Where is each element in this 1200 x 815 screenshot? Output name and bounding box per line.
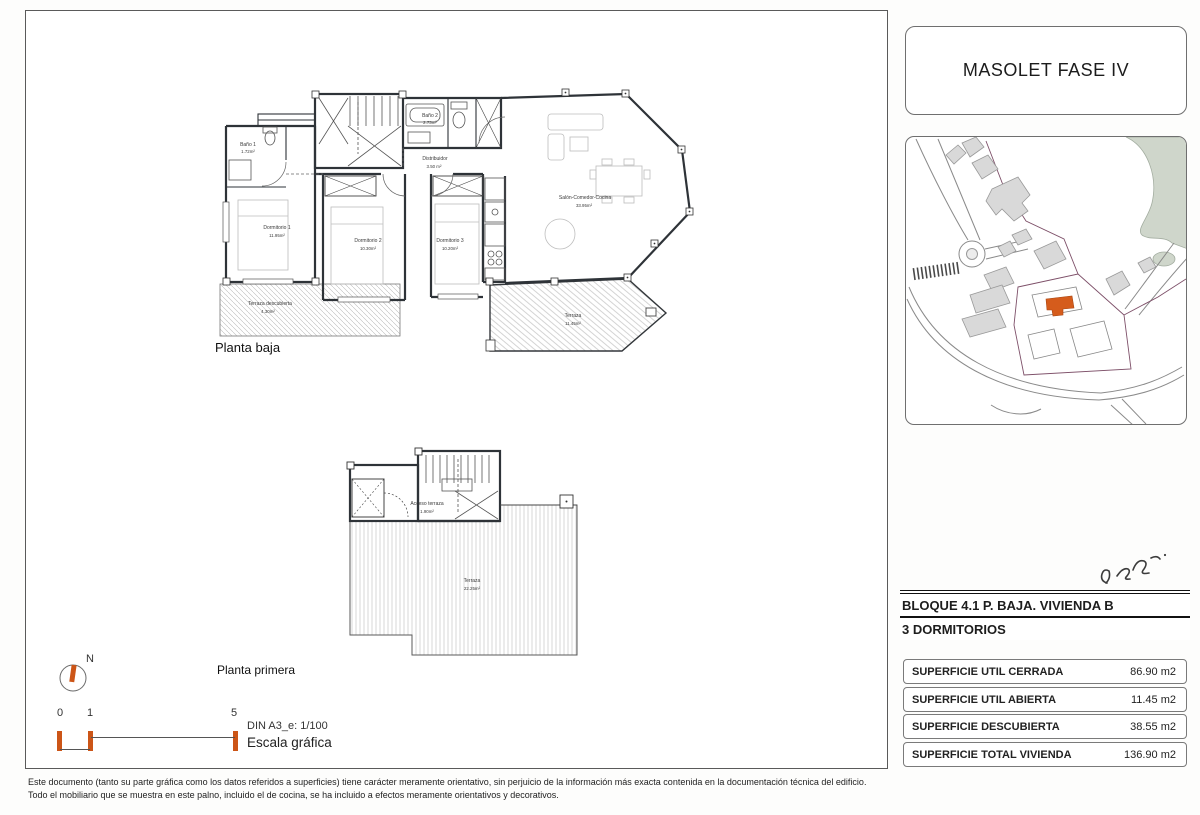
scale-tick-mark [88, 731, 93, 751]
room-area-dorm1: 11.95m² [269, 233, 285, 238]
north-label: N [86, 653, 94, 665]
surface-row-util-abierta [903, 687, 1187, 712]
room-area-acceso: 1.90m² [420, 509, 434, 514]
signature-mark [1093, 545, 1178, 590]
room-area-terraza-primera: 22.25m² [463, 586, 481, 591]
room-label-dorm2: Dormitorio 2 [354, 238, 382, 244]
site-map [906, 137, 1187, 425]
escala-grafica-label: Escala gráfica [247, 735, 332, 750]
crosswalk [913, 262, 958, 280]
room-label-terraza-baja: Terraza [564, 313, 582, 319]
room-area-salon: 33.95m² [575, 203, 593, 208]
room-label-salon: Salón-Comedor-Cocina [558, 195, 612, 201]
unit-title: BLOQUE 4.1 P. BAJA. VIVIENDA B [900, 590, 1190, 618]
surface-row-descubierta [903, 714, 1187, 739]
surface-label: SUPERFICIE UTIL CERRADA [912, 665, 1064, 678]
surface-value: 11.45 m2 [1130, 693, 1176, 706]
planta-primera-label: Planta primera [217, 663, 296, 677]
room-label-terraza-primera: Terraza [463, 578, 481, 584]
surface-value: 38.55 m2 [1130, 720, 1176, 733]
surface-value: 86.90 m2 [1130, 665, 1176, 678]
scale-tick-1: 1 [87, 707, 94, 719]
surface-label: SUPERFICIE TOTAL VIVIENDA [912, 748, 1072, 761]
project-title: MASOLET FASE IV [962, 60, 1130, 80]
scale-tick-mark [233, 731, 238, 751]
surface-row-util-cerrada [903, 659, 1187, 684]
surface-label: SUPERFICIE DESCUBIERTA [912, 720, 1060, 733]
room-area-terraza-descubierta: 4.30m² [261, 309, 275, 314]
room-area-dorm3: 10.20m² [441, 246, 459, 251]
planta-baja-drawing [198, 82, 720, 382]
scale-tick-mark [57, 731, 62, 751]
disclaimer-line-2: Todo el mobiliario que se muestra en este palno, incluido el de cocina, se ha incluido a efectos meramente orientativos y decorativos. [28, 790, 559, 800]
scale-tick-0: 0 [57, 707, 64, 719]
room-label-terraza-descubierta: Terraza descubierta [248, 301, 292, 307]
scale-bar-segment [60, 749, 90, 750]
unit-info-header [900, 590, 1190, 640]
scale-bar-segment [91, 737, 235, 738]
scale-tick-5: 5 [231, 707, 238, 719]
surface-value: 136.90 m2 [1124, 748, 1176, 761]
planta-primera-drawing [330, 443, 610, 678]
site-map-box [905, 136, 1187, 425]
room-label-bano1: Baño 1 [240, 142, 256, 148]
room-label-dorm1: Dormitorio 1 [263, 225, 291, 231]
room-area-bano2: 2.73m² [423, 120, 437, 125]
surface-row-total [903, 742, 1187, 767]
surface-label: SUPERFICIE UTIL ABIERTA [912, 693, 1057, 706]
roads [907, 139, 1187, 425]
room-label-dorm3: Dormitorio 3 [436, 238, 464, 244]
room-area-distribuidor: 3.50 m² [426, 164, 442, 169]
din-scale-note: DIN A3_e: 1/100 [247, 720, 328, 732]
disclaimer-line-1: Este documento (tanto su parte gráfica como los datos referidos a superficies) tiene carácter meramente orientativo, sin perjuicio de la información más exacta contenida en la documentación técnica del edificio. [28, 777, 867, 787]
project-title-box [905, 26, 1187, 115]
disclaimer [28, 776, 1193, 802]
room-area-terraza-baja: 11.45m² [565, 321, 581, 326]
room-area-bano1: 1.72m² [241, 149, 255, 154]
unit-bedrooms: 3 DORMITORIOS [902, 622, 1006, 637]
room-label-bano2: Baño 2 [422, 113, 438, 119]
room-label-distribuidor: Distribuidor [422, 156, 448, 162]
room-label-acceso: Acceso terraza [410, 501, 444, 507]
vegetation-area [1126, 137, 1187, 249]
planta-baja-label: Planta baja [215, 340, 281, 355]
room-area-dorm2: 10.30m² [359, 246, 377, 251]
